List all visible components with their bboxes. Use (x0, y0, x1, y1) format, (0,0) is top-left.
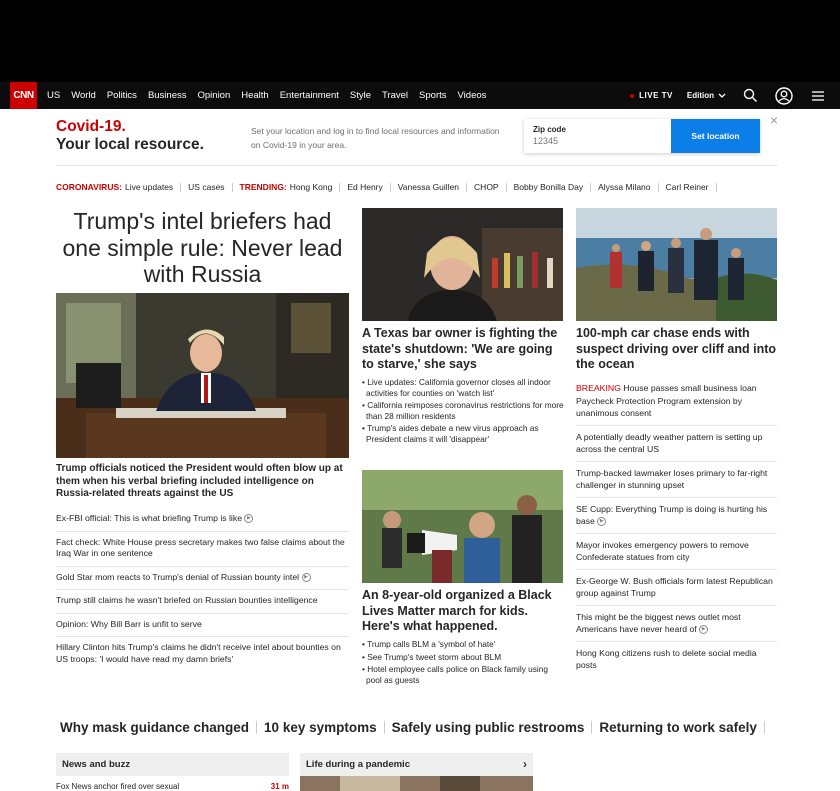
pandemic-header-label: Life during a pandemic (306, 759, 410, 770)
lead-headline[interactable]: Trump's intel briefers had one simple rule: Never lead with Russia (62, 208, 343, 287)
covid-description: Set your location and log in to find local resources and information on Covid-19 in your area. (251, 126, 500, 150)
chevron-right-icon[interactable]: › (523, 757, 527, 771)
car-chase-image[interactable] (576, 208, 777, 321)
nav-link-videos[interactable]: Videos (457, 90, 487, 101)
nav-links (47, 90, 486, 101)
zip-code-input[interactable] (533, 136, 653, 146)
trending-item[interactable]: Alyssa Milano (598, 182, 651, 192)
divider (180, 183, 181, 192)
trending-label: TRENDING: (239, 182, 287, 192)
divider (506, 183, 507, 192)
list-item[interactable]: Hong Kong citizens rush to delete social media posts (576, 647, 757, 670)
trending-item[interactable]: Live updates (124, 182, 174, 192)
coronavirus-label: CORONAVIRUS: (56, 182, 122, 192)
close-icon[interactable]: × (769, 112, 778, 128)
divider (232, 183, 233, 192)
news-buzz-item[interactable] (56, 782, 289, 791)
blm-march-image[interactable] (362, 470, 563, 583)
list-item-text: Ex-FBI official: This is what briefing Trump is like (56, 513, 243, 523)
list-item-text: House passes small business loan Paycheck Protection Program extension by unanimous consent (576, 383, 757, 418)
bullet-item[interactable]: • Trump's aides debate a new virus approach as President claims it will 'disappear' (362, 423, 539, 444)
lead-caption[interactable]: Trump officials noticed the President would often blow up at them when his verbal briefing included intelligence on Russia-related threats against the US (56, 463, 343, 499)
blm-march-bullets (362, 639, 565, 687)
divider (590, 183, 591, 192)
zip-code-label: Zip code (533, 125, 566, 134)
list-item[interactable]: Hillary Clinton hits Trump's claims he didn't receive intel about bounties on US troops: 'I would have read my damn briefs' (56, 642, 341, 664)
bottom-links (60, 720, 772, 735)
live-tv-label: LIVE TV (639, 91, 673, 100)
trending-item[interactable]: Carl Reiner (665, 182, 709, 192)
bullet-item[interactable]: • California reimposes coronavirus restrictions for more than 28 million residents (362, 400, 564, 421)
play-icon: ▶ (302, 573, 311, 582)
list-item[interactable] (576, 611, 777, 642)
list-item[interactable]: Trump-backed lawmaker loses primary to far-right challenger in stunning upset (576, 467, 777, 498)
list-item[interactable]: A potentially deadly weather pattern is setting up across the central US (576, 431, 777, 462)
breaking-label: BREAKING (576, 383, 621, 393)
nav-link-us[interactable]: US (47, 90, 61, 101)
bullet-item[interactable]: • Trump calls BLM a 'symbol of hate' (362, 639, 496, 649)
blm-march-headline[interactable]: An 8-year-old organized a Black Lives Matter march for kids. Here's what happened. (362, 588, 552, 633)
divider (658, 183, 659, 192)
divider (591, 721, 592, 734)
list-item[interactable] (56, 508, 349, 532)
list-item[interactable]: Trump still claims he wasn't briefed on Russian bounties intelligence (56, 590, 349, 614)
live-dot-icon (630, 94, 634, 98)
nav-link-world[interactable]: World (71, 90, 96, 101)
set-location-button[interactable]: Set location (671, 119, 760, 153)
main-nav (0, 82, 840, 109)
covid-title-red: Covid-19. (56, 118, 126, 135)
trending-item[interactable]: Hong Kong (289, 182, 333, 192)
bar-owner-headline[interactable]: A Texas bar owner is fighting the state's shutdown: 'We are going to starve,' she says (362, 326, 558, 371)
nav-link-entertainment[interactable]: Entertainment (279, 90, 339, 101)
bullet-text: Live updates: California governor closes all indoor activities for counties on 'watch list' (366, 377, 551, 398)
divider (339, 183, 340, 192)
bottom-link[interactable]: Why mask guidance changed (60, 720, 250, 735)
divider (256, 721, 257, 734)
covid-title-dark: Your local resource. (56, 136, 204, 153)
nav-link-health[interactable]: Health (241, 90, 269, 101)
search-icon[interactable] (740, 86, 760, 106)
list-item[interactable]: Mayor invokes emergency powers to remove Confederate statues from city (576, 539, 777, 570)
nav-link-travel[interactable]: Travel (382, 90, 409, 101)
play-icon: ▶ (699, 625, 708, 634)
divider (384, 721, 385, 734)
hamburger-menu-icon[interactable] (808, 86, 828, 106)
bullet-item[interactable]: • See Trump's tweet storm about BLM (362, 651, 502, 662)
divider (764, 721, 765, 734)
covid-title (56, 118, 204, 154)
trending-item[interactable]: Ed Henry (347, 182, 383, 192)
news-buzz-item-text: Fox News anchor fired over sexual (56, 782, 180, 791)
bullet-text: Trump calls BLM a 'symbol of hate' (367, 639, 496, 649)
edition-label: Edition (686, 91, 714, 100)
live-tv-link[interactable] (630, 91, 673, 100)
trending-item[interactable]: Vanessa Guillen (397, 182, 460, 192)
list-item[interactable] (576, 503, 777, 534)
news-buzz-item-time: 31 m (270, 782, 289, 791)
bar-owner-image[interactable] (362, 208, 563, 321)
divider (716, 183, 717, 192)
pandemic-image[interactable] (300, 776, 533, 791)
bottom-link[interactable]: Returning to work safely (599, 720, 757, 735)
list-item-text: Gold Star mom reacts to Trump's denial of Russian bounty intel (56, 571, 300, 582)
nav-link-business[interactable]: Business (147, 90, 187, 101)
bullet-text: Trump's aides debate a new virus approach as President claims it will 'disappear' (366, 423, 539, 444)
pandemic-header (300, 753, 533, 776)
news-buzz-header: News and buzz (56, 753, 289, 776)
nav-link-opinion[interactable]: Opinion (197, 90, 231, 101)
chevron-down-icon (718, 93, 726, 99)
nav-link-style[interactable]: Style (349, 90, 371, 101)
list-item-text: This might be the biggest news outlet most Americans have never heard of (576, 611, 741, 634)
bullet-text: Hotel employee calls police on Black family using pool as guests (366, 664, 548, 685)
trending-item[interactable]: US cases (188, 182, 225, 192)
col3-story-list (576, 382, 777, 682)
list-item[interactable]: Opinion: Why Bill Barr is unfit to serve (56, 614, 349, 638)
list-item[interactable] (56, 567, 349, 591)
cnn-logo[interactable]: CNN (10, 82, 37, 109)
bullet-text: See Trump's tweet storm about BLM (367, 651, 502, 662)
lead-image[interactable] (56, 293, 349, 458)
bar-owner-bullets (362, 377, 565, 446)
nav-link-politics[interactable]: Politics (106, 90, 137, 101)
play-icon: ▶ (244, 514, 253, 523)
bullet-text: California reimposes coronavirus restrictions for more than 28 million residents (366, 400, 564, 421)
list-item[interactable]: Fact check: White House press secretary makes two false claims about the Iraq War in one sentence (56, 532, 349, 567)
bottom-link[interactable]: 10 key symptoms (264, 720, 377, 735)
bottom-link[interactable]: Safely using public restrooms (391, 720, 585, 735)
trending-item[interactable]: Bobby Bonilla Day (513, 182, 584, 192)
nav-right (630, 82, 828, 109)
bullet-item[interactable]: • Hotel employee calls police on Black family using pool as guests (362, 664, 548, 685)
lead-related-list (56, 508, 349, 671)
car-chase-headline[interactable]: 100-mph car chase ends with suspect driving over cliff and into the ocean (576, 326, 777, 371)
browser-top-bar (0, 0, 840, 82)
zip-code-box (524, 119, 760, 153)
play-icon: ▶ (597, 517, 606, 526)
list-item[interactable]: Ex-George W. Bush officials form latest Republican group against Trump (576, 575, 777, 606)
trending-item[interactable]: CHOP (474, 182, 499, 192)
edition-selector[interactable] (687, 91, 726, 100)
divider (390, 183, 391, 192)
list-item[interactable] (576, 382, 777, 426)
list-item-text: SE Cupp: Everything Trump is doing is hurting his base (576, 503, 768, 526)
divider (466, 183, 467, 192)
bullet-item[interactable]: • Live updates: California governor closes all indoor activities for counties on 'watch list' (362, 377, 551, 398)
trending-bar (56, 182, 724, 192)
covid-banner (56, 112, 778, 166)
account-icon[interactable] (774, 86, 794, 106)
nav-link-sports[interactable]: Sports (419, 90, 447, 101)
